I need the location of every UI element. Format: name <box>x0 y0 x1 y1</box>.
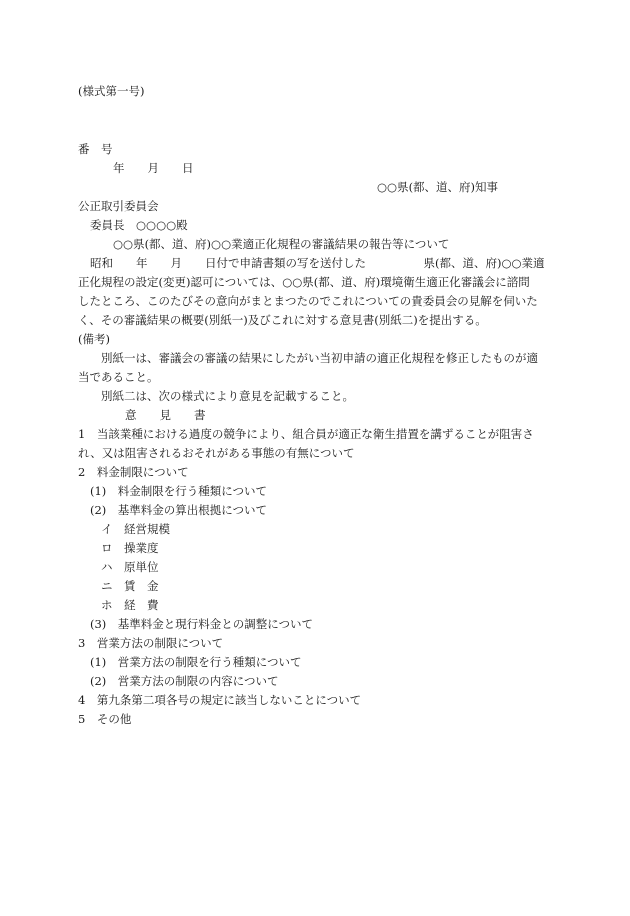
item-1: 1 当該業種における過度の競争により、組合員が適正な衛生措置を講ずることが阻害さ <box>78 427 534 441</box>
item-2-1: (1) 料金制限を行う種類について <box>90 484 268 498</box>
sender: ○○県(都、道、府)知事 <box>377 180 499 194</box>
body-line: 正化規程の設定(変更)認可については、○○県(都、道、府)環境衛生適正化審議会に諮問 <box>78 275 530 289</box>
form-label: (様式第一号) <box>78 84 145 98</box>
item-3-1: (1) 営業方法の制限を行う種類について <box>90 655 302 669</box>
item-3-2: (2) 営業方法の制限の内容について <box>90 674 279 688</box>
body-line: したところ、このたびその意向がまとまつたのでこれについての貴委員会の見解を伺いた <box>78 294 538 308</box>
item-2: 2 料金制限について <box>78 465 189 479</box>
body-line: 昭和 年 月 日付で申請書類の写を送付した 県(都、道、府)○○業適 <box>90 256 545 270</box>
item-2-2-sub: ロ 操業度 <box>101 541 159 555</box>
item-2-2: (2) 基準料金の算出根拠について <box>90 503 268 517</box>
opinion-title: 意 見 書 <box>125 408 206 422</box>
item-4: 4 第九条第二項各号の規定に該当しないことについて <box>78 693 362 707</box>
subject-line: ○○県(都、道、府)○○業適正化規程の審議結果の報告等について <box>113 237 450 251</box>
remarks-heading: (備考) <box>78 332 110 346</box>
item-1: れ、又は阻害されるおそれがある事態の有無について <box>78 446 355 460</box>
item-2-2-sub: ニ 賃 金 <box>101 579 159 593</box>
recipient-org: 公正取引委員会 <box>78 199 159 213</box>
item-2-2-sub: ハ 原単位 <box>101 560 159 574</box>
remarks-note: 別紙一は、審議会の審議の結果にしたがい当初申請の適正化規程を修正したものが適 <box>101 351 538 365</box>
item-5: 5 その他 <box>78 712 132 726</box>
item-3: 3 営業方法の制限について <box>78 636 224 650</box>
date-line: 年 月 日 <box>113 161 194 175</box>
item-2-2-sub: ホ 経 費 <box>101 598 159 612</box>
body-line: く、その審議結果の概要(別紙一)及びこれに対する意見書(別紙二)を提出する。 <box>78 313 487 327</box>
remarks-note: 別紙二は、次の様式により意見を記載すること。 <box>101 389 354 403</box>
item-2-3: (3) 基準料金と現行料金との調整について <box>90 617 314 631</box>
recipient-person: 委員長 ○○○○殿 <box>90 218 188 232</box>
document-number-label: 番 号 <box>78 142 113 156</box>
item-2-2-sub: イ 経営規模 <box>101 522 170 536</box>
remarks-note: 当であること。 <box>78 370 159 384</box>
